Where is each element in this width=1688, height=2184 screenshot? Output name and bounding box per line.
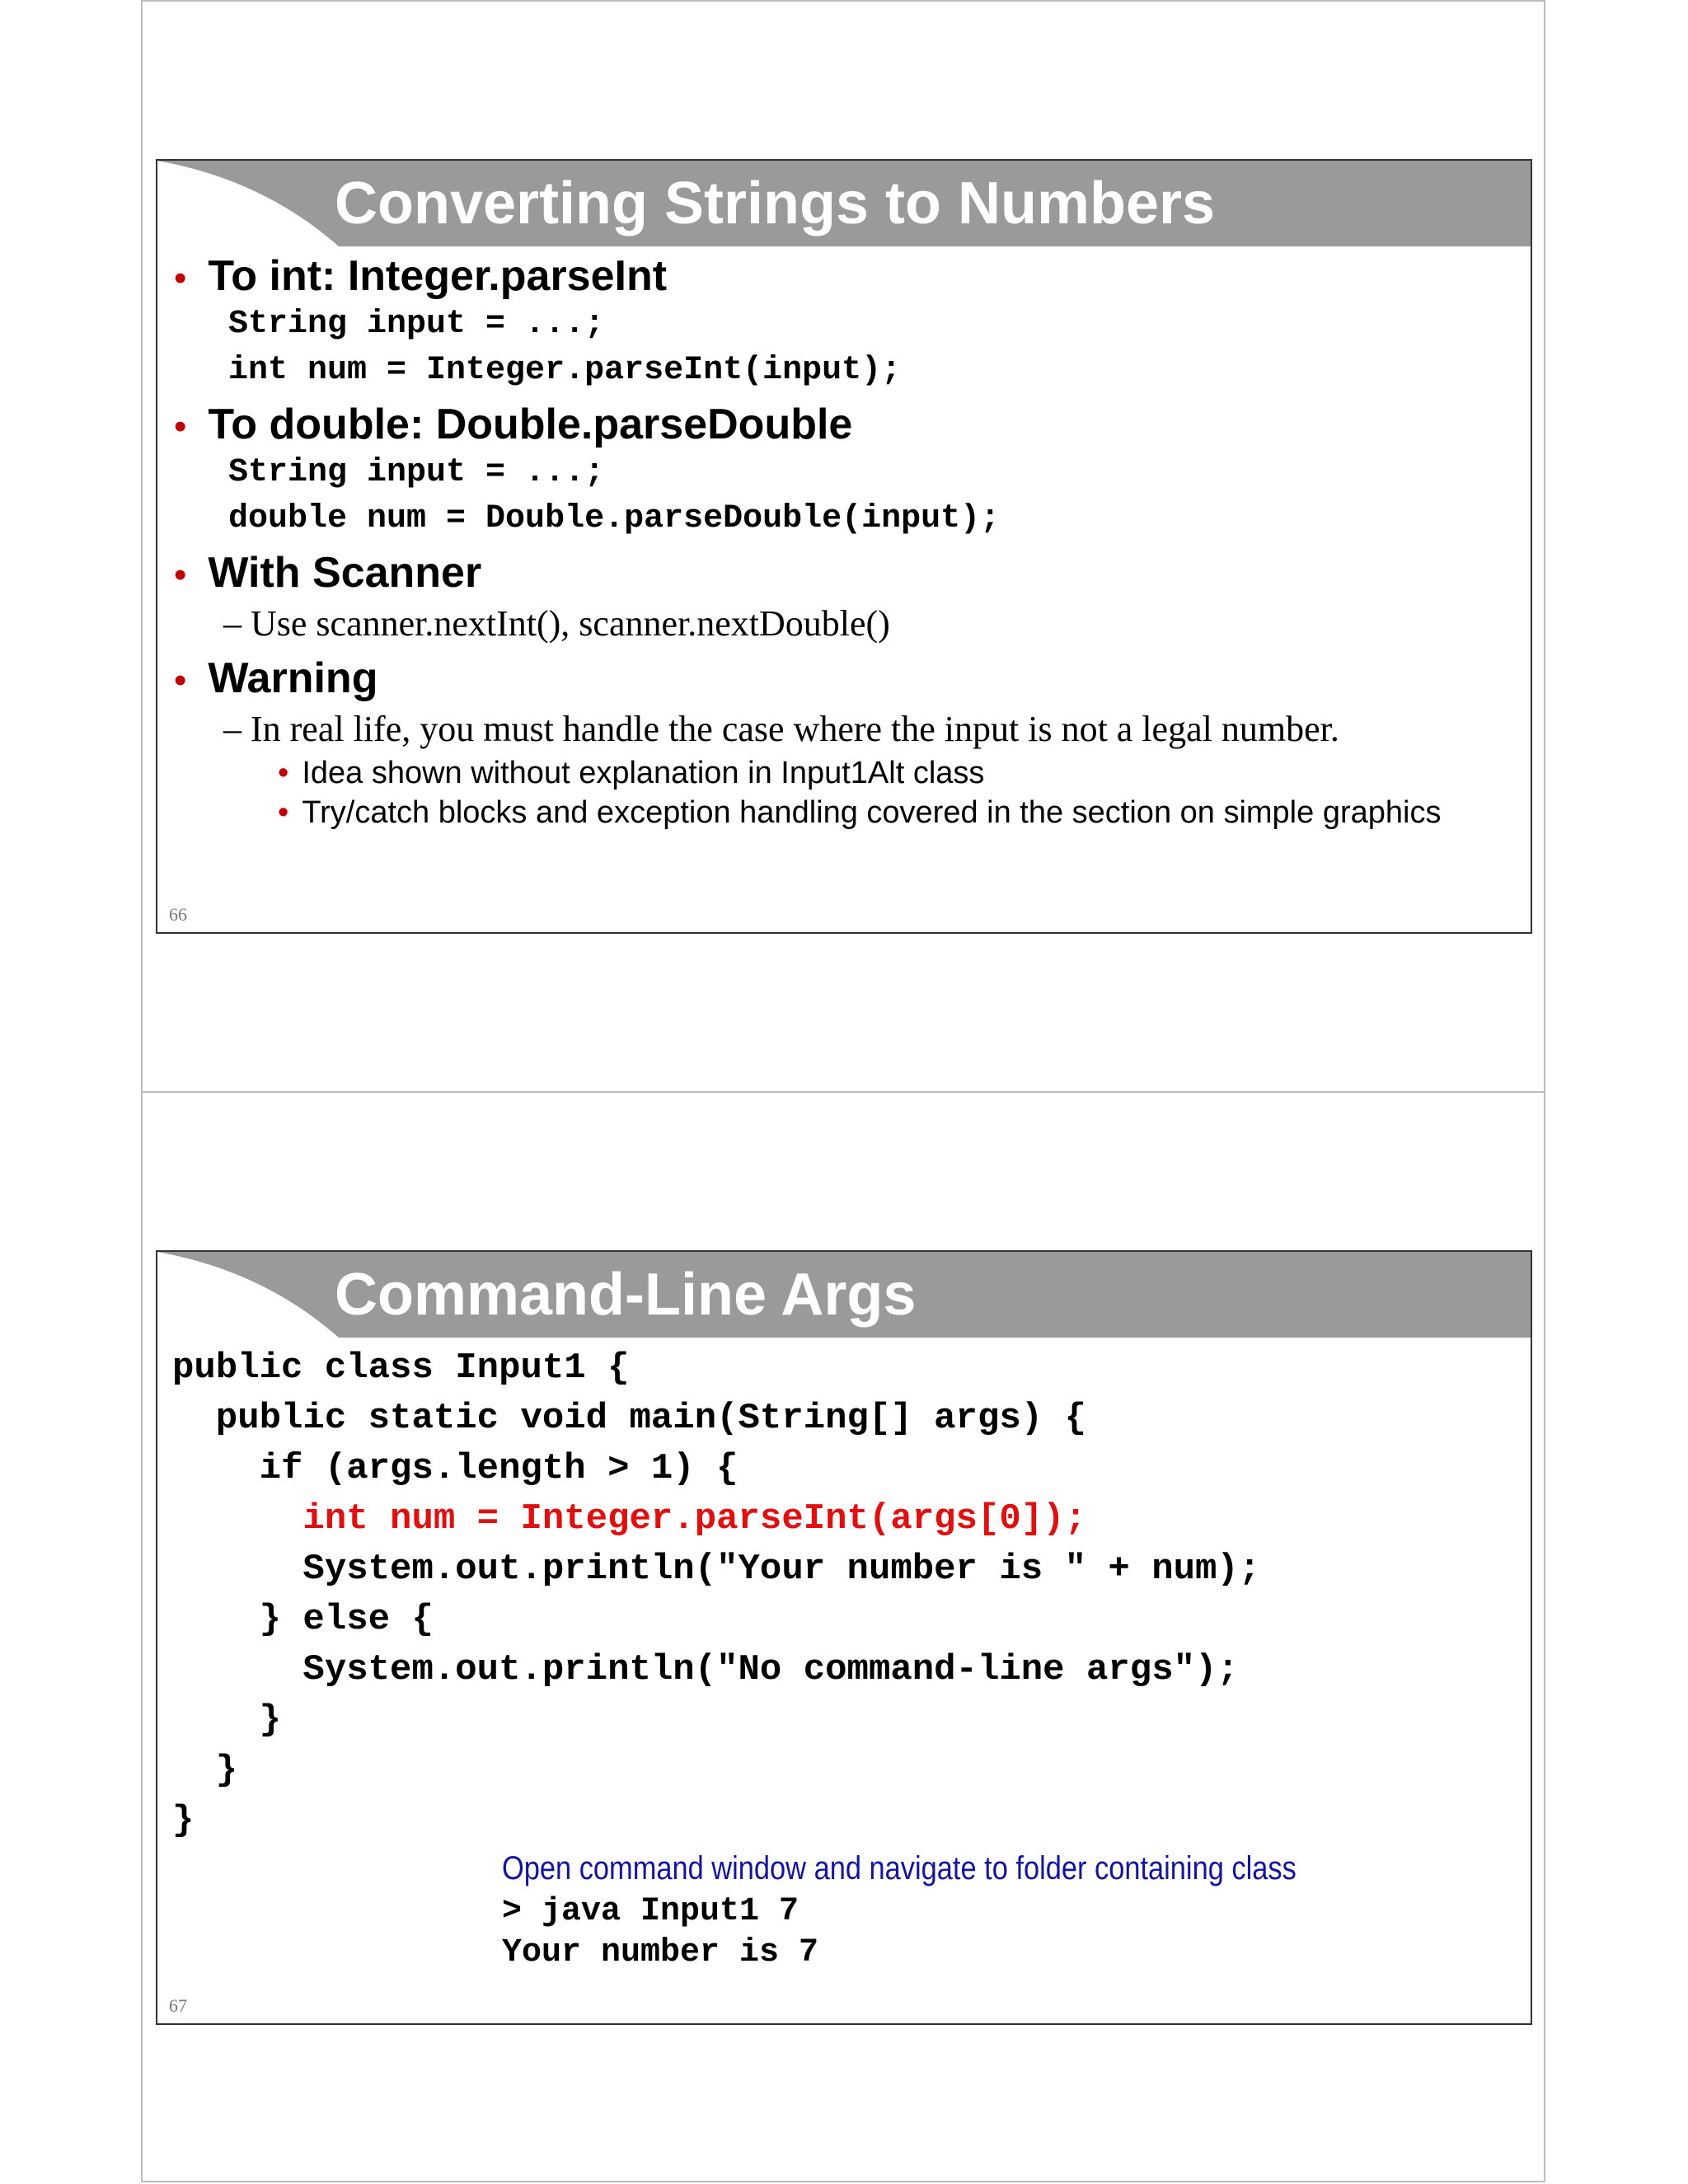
instruction-note: Open command window and navigate to folder containing class [502,1850,1296,1886]
bullet-scanner [174,548,481,598]
code-line-highlighted: int num = Integer.parseInt(args[0]); [172,1498,1086,1540]
title-band [157,1252,1531,1339]
bullet-text: To double: Double.parseDouble [208,401,853,448]
sub-bullet: – In real life, you must handle the case where the input is not a legal number. [223,709,1339,749]
code-line: System.out.println("Your number is " + num); [172,1549,1261,1590]
bullet-dot-icon: • [278,756,289,790]
slide-number: 66 [169,904,187,925]
code-line: System.out.println("No command-line args"); [172,1649,1239,1690]
bullet-int [174,251,667,301]
sub-sub-bullet [278,795,1441,831]
slide-title: Converting Strings to Numbers [335,171,1216,237]
bullet-dot-icon: • [278,795,289,830]
code-line: public class Input1 { [172,1347,630,1389]
code-line: } [172,1699,282,1741]
console-line: Your number is 7 [502,1934,819,1971]
code-line: } [172,1800,195,1841]
slide-title: Command-Line Args [335,1262,917,1328]
code-line: if (args.length > 1) { [172,1448,738,1489]
code-line: } [172,1750,238,1791]
bullet-text: To int: Integer.parseInt [208,252,668,300]
bullet-dot-icon: • [174,406,187,447]
bullet-dot-icon: • [174,660,187,701]
code-line: double num = Double.parseDouble(input); [228,500,1001,537]
title-band [157,161,1531,248]
sub-sub-bullet-text: Idea shown without explanation in Input1Alt class [302,756,985,790]
slide-content [157,248,1531,932]
slide-content [157,1339,1531,2023]
bullet-dot-icon: • [174,555,187,595]
sub-sub-bullet-text: Try/catch blocks and exception handling covered in the section on simple graphics [302,795,1442,830]
code-line: public static void main(String[] args) { [172,1398,1086,1439]
bullet-dot-icon: • [174,258,187,298]
code-line: String input = ...; [228,306,605,343]
sub-sub-bullet [278,756,984,791]
bullet-text: Warning [208,654,378,702]
console-line: > java Input1 7 [502,1893,799,1930]
slide-number: 67 [169,1995,187,2016]
slide-command-line-args [156,1250,1532,2025]
page-divider [141,1091,1545,1093]
bullet-double [174,400,852,449]
code-line: int num = Integer.parseInt(input); [228,352,902,389]
bullet-text: With Scanner [208,549,482,597]
sub-bullet: – Use scanner.nextInt(), scanner.nextDouble() [223,603,890,644]
slide-converting-strings [156,159,1532,934]
code-line: } else { [172,1599,434,1640]
code-line: String input = ...; [228,454,605,491]
bullet-warning [174,654,377,703]
